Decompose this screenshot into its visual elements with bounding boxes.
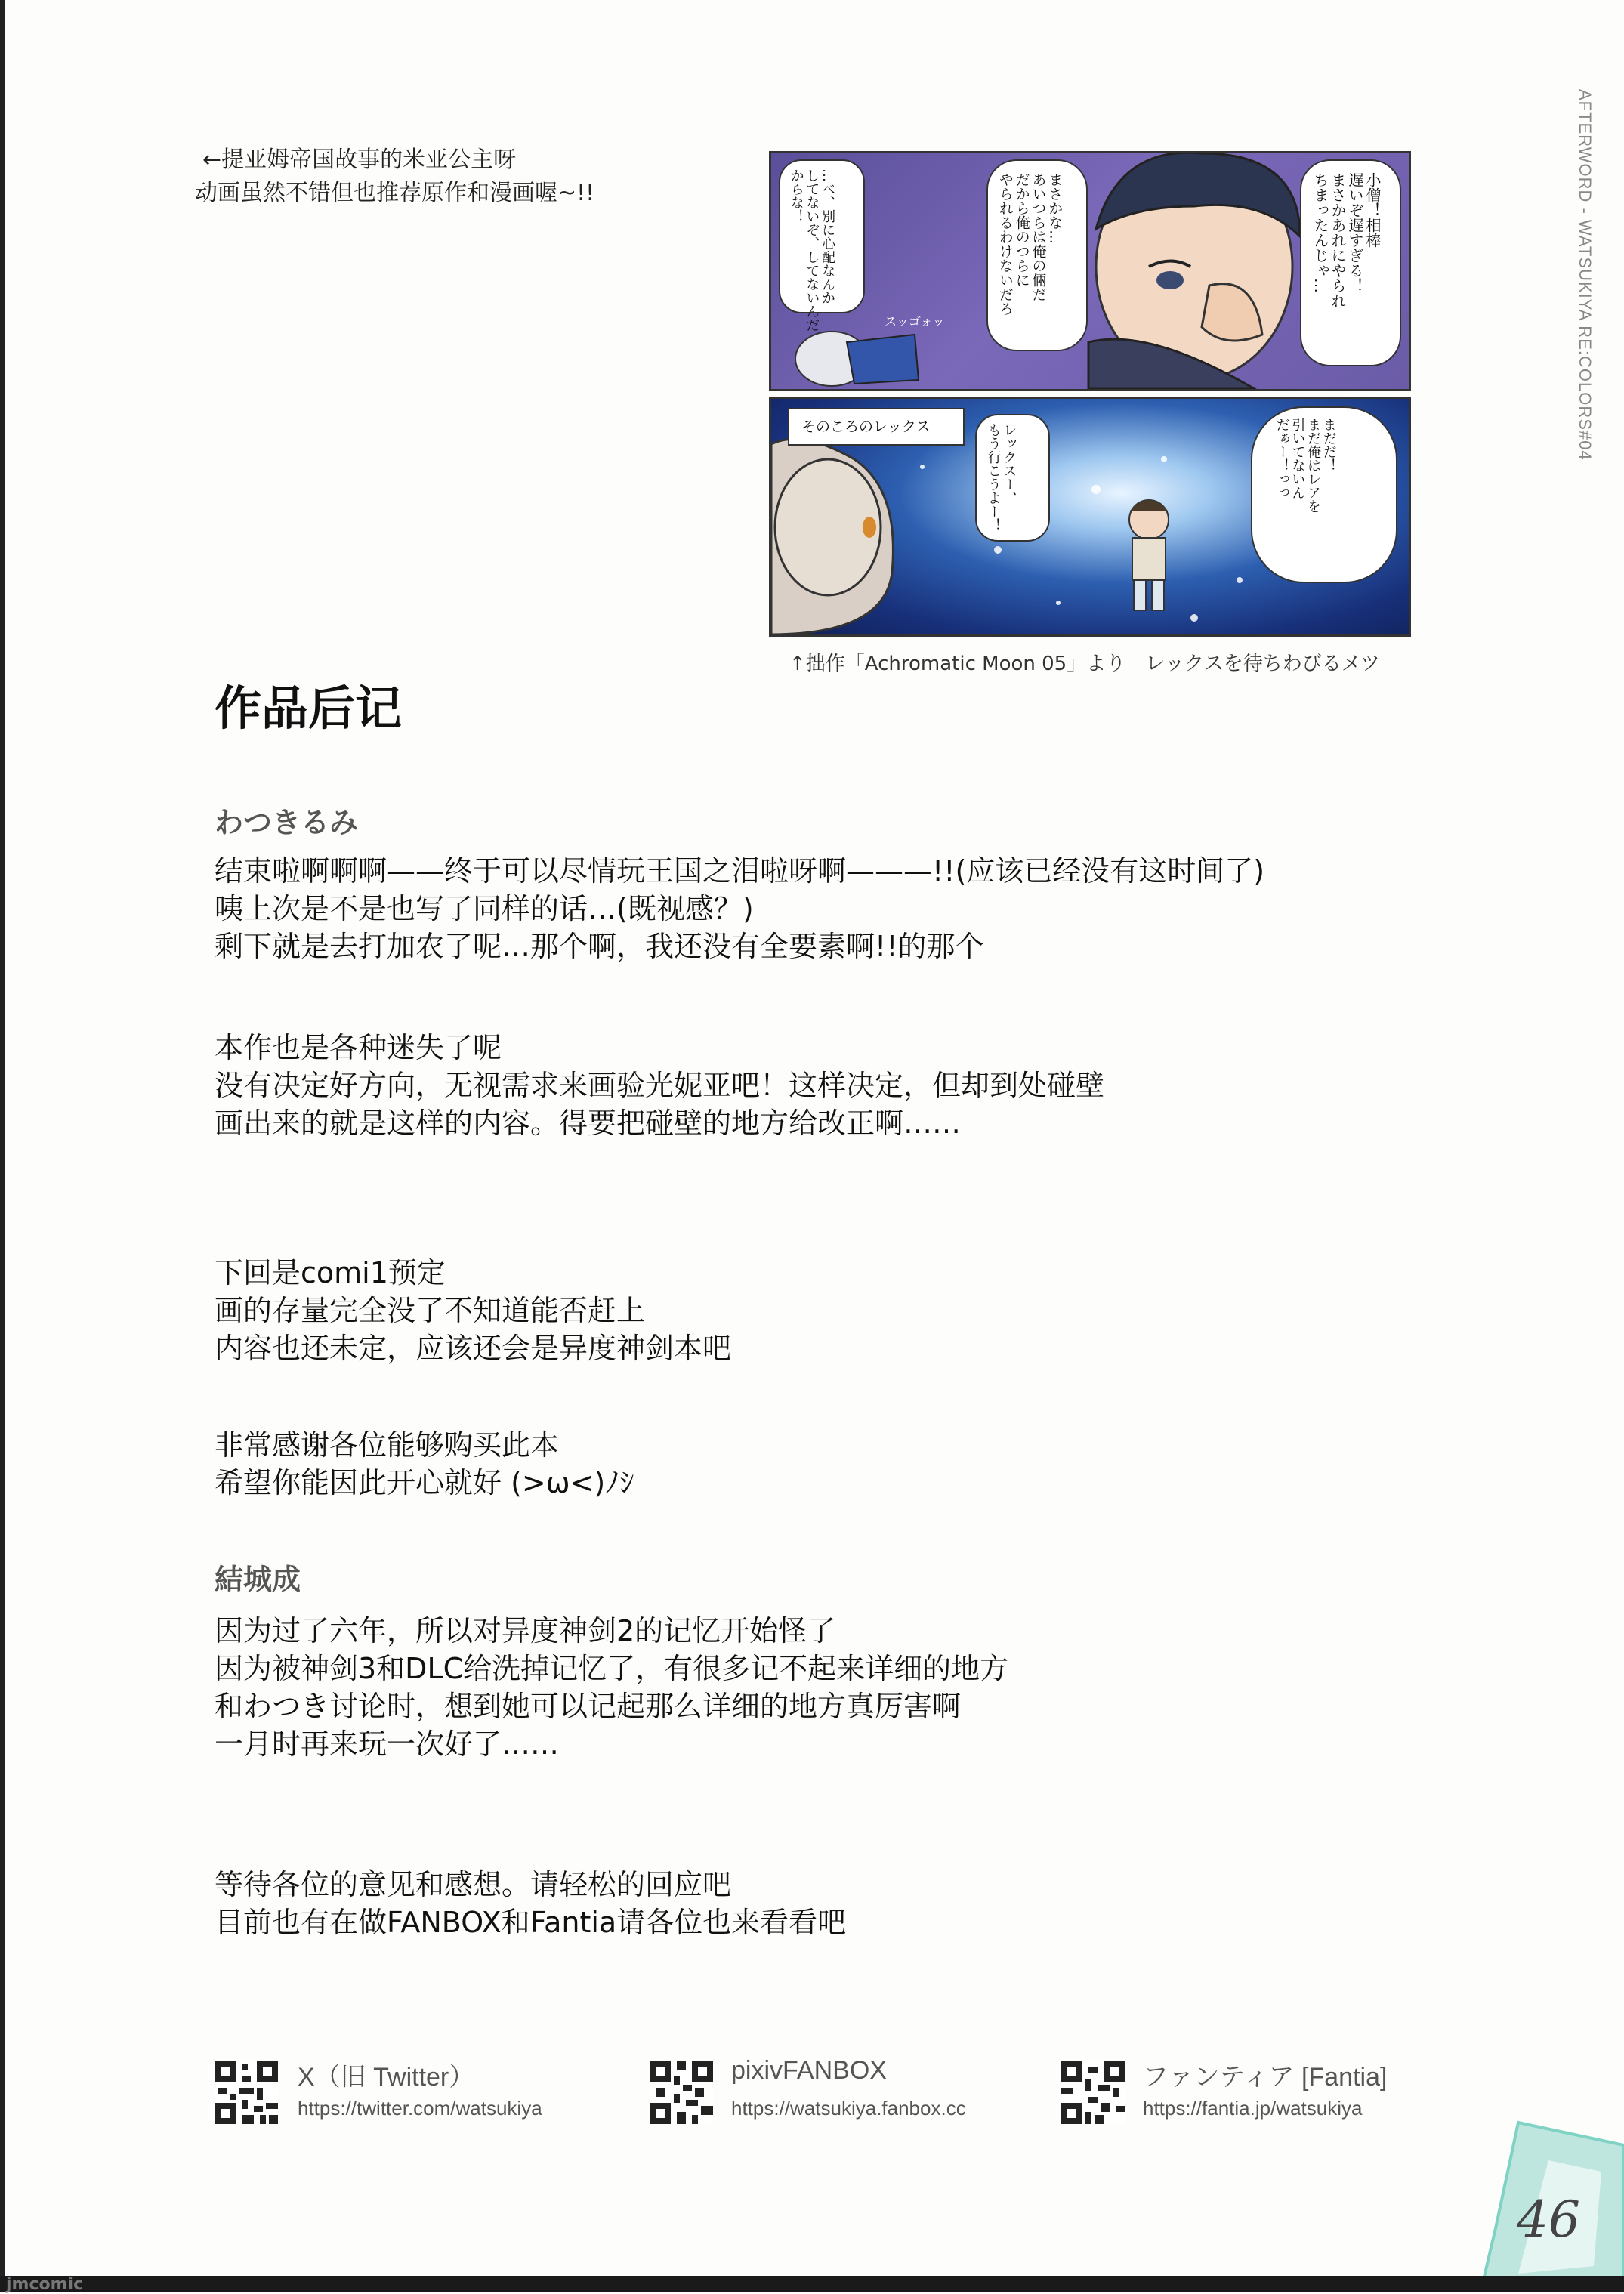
footer-title: X（旧 Twitter） xyxy=(298,2063,475,2092)
paragraph-line: 下回是comi1预定 xyxy=(215,1256,446,1289)
qr-code-icon[interactable] xyxy=(1061,2061,1125,2124)
side-running-title: AFTERWORD - WATSUKIYA RE:COLORS#04 xyxy=(1576,89,1595,461)
paragraph-line: 等待各位的意见和感想。请轻松的回应吧 xyxy=(215,1868,732,1901)
manga-panel-2 xyxy=(769,397,1411,637)
paragraph-line: 剩下就是去打加农了呢…那个啊，我还没有全要素啊!!的那个 xyxy=(215,930,984,963)
manga-panel-1 xyxy=(769,151,1411,391)
paragraph-line: 希望你能因此开心就好 (>ω<)ﾉｼ xyxy=(215,1466,634,1499)
top-caption-line-1: ←提亚姆帝国故事的米亚公主呀 xyxy=(202,147,517,173)
page-title: 作品后记 xyxy=(215,681,403,736)
paragraph-line: 和わつき讨论时，想到她可以记起那么详细的地方真厉害啊 xyxy=(215,1690,962,1723)
paragraph-3 xyxy=(215,1254,731,1367)
paragraph-line: 目前也有在做FANBOX和Fantia请各位也来看看吧 xyxy=(215,1906,847,1939)
paragraph-line: 一月时再来玩一次好了…… xyxy=(215,1727,560,1761)
footer-url[interactable]: https://watsukiya.fanbox.cc xyxy=(731,2097,966,2120)
paragraph-6 xyxy=(215,1866,846,1941)
narration-text: そのころのレックス xyxy=(801,418,931,435)
paragraph-line: 因为过了六年，所以对异度神剑2的记忆开始怪了 xyxy=(215,1614,836,1647)
author-name-1: わつきるみ xyxy=(215,806,359,839)
paragraph-line: 画的存量完全没了不知道能否赶上 xyxy=(215,1294,646,1327)
paragraph-line: 画出来的就是这样的内容。得要把碰壁的地方给改正啊…… xyxy=(215,1107,962,1140)
paragraph-line: 非常感谢各位能够购买此本 xyxy=(215,1428,560,1462)
qr-code-icon[interactable] xyxy=(215,2061,278,2124)
speech-text-right-2: まだだ！ まだ俺はレアを 引いてないん だぁー！っっ xyxy=(1274,418,1337,513)
footer-url[interactable]: https://twitter.com/watsukiya xyxy=(298,2097,542,2120)
paragraph-line: 没有决定好方向，无视需求来画验光妮亚吧！这样决定，但却到处碰壁 xyxy=(215,1069,1105,1102)
sound-effect-text: スッゴォッ xyxy=(885,314,945,329)
paragraph-line: 因为被神剑3和DLC给洗掉记忆了，有很多记不起来详细的地方 xyxy=(215,1652,1009,1685)
speech-text-left-2: レックスー、 もう行こうよー！ xyxy=(985,423,1017,532)
speech-text-left: …べ、別に心配なんか してないぞ、してないんだ からな！ xyxy=(788,168,836,332)
footer-title: ファンティア [Fantia] xyxy=(1143,2063,1388,2092)
page-number: 46 xyxy=(1517,2191,1580,2249)
top-caption xyxy=(195,144,595,210)
paragraph-line: 内容也还未定，应该还会是异度神剑本吧 xyxy=(215,1332,732,1365)
watermark-text: jmcomic xyxy=(6,2275,84,2294)
footer-title: pixivFANBOX xyxy=(731,2056,887,2085)
author-name-2: 結城成 xyxy=(215,1563,301,1596)
scan-edge-left xyxy=(0,0,5,2292)
paragraph-line: 咦上次是不是也写了同样的话…(既视感？) xyxy=(215,892,754,925)
paragraph-2 xyxy=(215,1029,1104,1142)
manga-caption: ↑拙作「Achromatic Moon 05」より レックスを待ちわびるメツ xyxy=(789,653,1380,675)
footer-url[interactable]: https://fantia.jp/watsukiya xyxy=(1143,2097,1363,2120)
paragraph-line: 本作也是各种迷失了呢 xyxy=(215,1031,502,1064)
paragraph-line: 结束啦啊啊啊——终于可以尽情玩王国之泪啦呀啊———!!(应该已经没有这时间了) xyxy=(215,854,1265,888)
top-caption-line-2: 动画虽然不错但也推荐原作和漫画喔~!! xyxy=(195,180,595,206)
qr-code-icon[interactable] xyxy=(650,2061,713,2124)
paragraph-4 xyxy=(215,1426,634,1502)
paragraph-5 xyxy=(215,1612,1008,1763)
speech-text-mid: まさかな… あいつらは俺の倆だ だから俺のつらに やられるわけないだろ xyxy=(996,172,1064,316)
scan-edge-bottom xyxy=(0,2276,1624,2292)
paragraph-1 xyxy=(215,852,1264,965)
speech-text-right: 小僧！相棒 遅いぞ遅すぎる！ まさかあれにやられ ちまったんじゃ… xyxy=(1311,172,1382,308)
